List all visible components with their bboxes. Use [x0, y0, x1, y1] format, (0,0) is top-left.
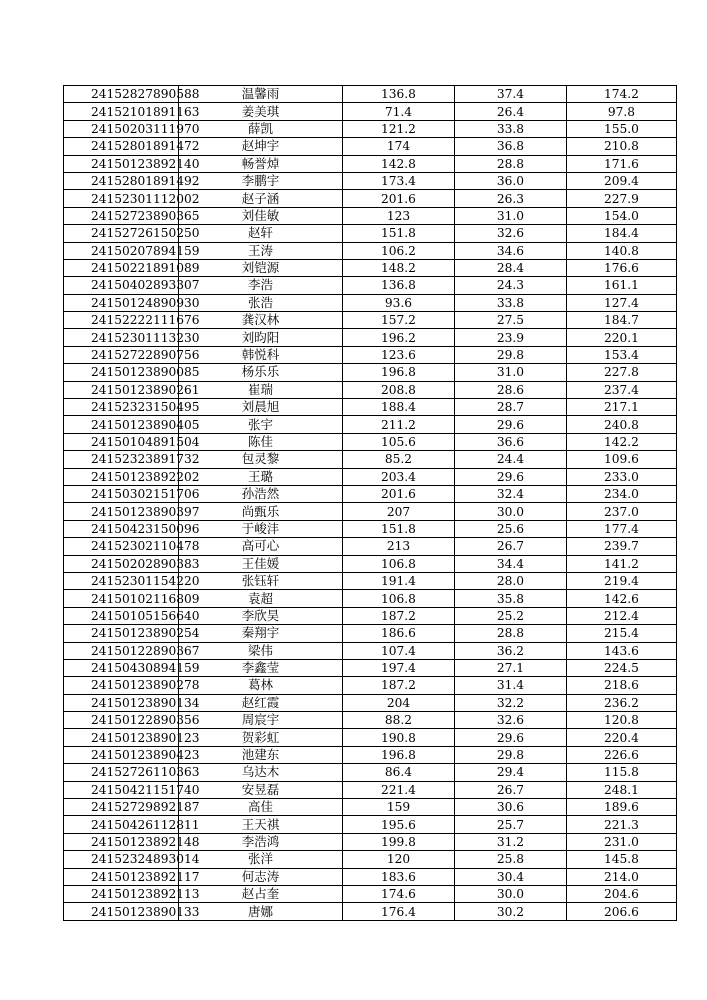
score-a-cell: 106.8: [343, 555, 455, 572]
table-row: [64, 851, 677, 868]
score-b-cell: 25.8: [455, 851, 567, 868]
score-b-cell: 24.4: [455, 451, 567, 468]
score-b-cell: 29.6: [455, 729, 567, 746]
total-score-cell: 215.4: [567, 625, 677, 642]
score-b-cell: 28.8: [455, 155, 567, 172]
score-a-cell: 86.4: [343, 764, 455, 781]
name-cell: 刘晨旭: [179, 399, 343, 416]
score-b-cell: 27.1: [455, 659, 567, 676]
candidate-id-cell: 24150426112811: [64, 816, 179, 833]
total-score-cell: 237.0: [567, 503, 677, 520]
total-score-cell: 155.0: [567, 120, 677, 137]
score-a-cell: 151.8: [343, 225, 455, 242]
score-b-cell: 26.7: [455, 781, 567, 798]
score-b-cell: 31.2: [455, 833, 567, 850]
table-row: [64, 833, 677, 850]
score-a-cell: 174: [343, 138, 455, 155]
score-b-cell: 36.8: [455, 138, 567, 155]
candidate-id-cell: 24150105156640: [64, 607, 179, 624]
total-score-cell: 227.8: [567, 364, 677, 381]
score-a-cell: 148.2: [343, 259, 455, 276]
name-cell: 周宸宇: [179, 712, 343, 729]
candidate-id-cell: 24152801891472: [64, 138, 179, 155]
table-row: [64, 781, 677, 798]
candidate-id-cell: 24150302151706: [64, 485, 179, 502]
score-a-cell: 174.6: [343, 885, 455, 902]
candidate-id-cell: 24152827890588: [64, 86, 179, 103]
name-cell: 王璐: [179, 468, 343, 485]
table-row: [64, 294, 677, 311]
score-a-cell: 121.2: [343, 120, 455, 137]
total-score-cell: 233.0: [567, 468, 677, 485]
score-table: [63, 85, 677, 921]
score-a-cell: 136.8: [343, 277, 455, 294]
total-score-cell: 220.1: [567, 329, 677, 346]
table-row: [64, 625, 677, 642]
table-row: [64, 346, 677, 363]
total-score-cell: 221.3: [567, 816, 677, 833]
table-row: [64, 694, 677, 711]
score-b-cell: 33.8: [455, 294, 567, 311]
name-cell: 唐娜: [179, 903, 343, 920]
score-b-cell: 30.6: [455, 799, 567, 816]
table-row: [64, 138, 677, 155]
total-score-cell: 239.7: [567, 538, 677, 555]
total-score-cell: 234.0: [567, 485, 677, 502]
candidate-id-cell: 24150430894159: [64, 659, 179, 676]
score-a-cell: 201.6: [343, 190, 455, 207]
table-row: [64, 120, 677, 137]
score-b-cell: 31.0: [455, 364, 567, 381]
candidate-id-cell: 24150123892202: [64, 468, 179, 485]
score-b-cell: 26.7: [455, 538, 567, 555]
candidate-id-cell: 24150123890405: [64, 416, 179, 433]
total-score-cell: 214.0: [567, 868, 677, 885]
candidate-id-cell: 24152726150250: [64, 225, 179, 242]
score-a-cell: 157.2: [343, 312, 455, 329]
candidate-id-cell: 24150123890123: [64, 729, 179, 746]
name-cell: 龚汉林: [179, 312, 343, 329]
score-a-cell: 188.4: [343, 399, 455, 416]
table-row: [64, 399, 677, 416]
name-cell: 温馨雨: [179, 86, 343, 103]
name-cell: 赵子涵: [179, 190, 343, 207]
table-row: [64, 433, 677, 450]
table-row: [64, 416, 677, 433]
candidate-id-cell: 24150123890254: [64, 625, 179, 642]
name-cell: 袁超: [179, 590, 343, 607]
score-b-cell: 26.3: [455, 190, 567, 207]
name-cell: 杨乐乐: [179, 364, 343, 381]
table-row: [64, 659, 677, 676]
name-cell: 张钰轩: [179, 572, 343, 589]
name-cell: 秦翔宇: [179, 625, 343, 642]
table-row: [64, 712, 677, 729]
total-score-cell: 184.7: [567, 312, 677, 329]
score-b-cell: 32.2: [455, 694, 567, 711]
candidate-id-cell: 24150104891504: [64, 433, 179, 450]
name-cell: 陈佳: [179, 433, 343, 450]
candidate-id-cell: 24150221891089: [64, 259, 179, 276]
table-row: [64, 277, 677, 294]
name-cell: 张洋: [179, 851, 343, 868]
score-a-cell: 199.8: [343, 833, 455, 850]
score-b-cell: 24.3: [455, 277, 567, 294]
name-cell: 包灵黎: [179, 451, 343, 468]
score-a-cell: 85.2: [343, 451, 455, 468]
total-score-cell: 227.9: [567, 190, 677, 207]
table-row: [64, 799, 677, 816]
score-table-body: [64, 86, 677, 921]
candidate-id-cell: 24150122890356: [64, 712, 179, 729]
name-cell: 贺彩虹: [179, 729, 343, 746]
name-cell: 何志涛: [179, 868, 343, 885]
total-score-cell: 142.6: [567, 590, 677, 607]
score-a-cell: 187.2: [343, 607, 455, 624]
table-row: [64, 538, 677, 555]
candidate-id-cell: 24150123890133: [64, 903, 179, 920]
score-b-cell: 28.6: [455, 381, 567, 398]
score-b-cell: 29.6: [455, 416, 567, 433]
total-score-cell: 109.6: [567, 451, 677, 468]
total-score-cell: 176.6: [567, 259, 677, 276]
name-cell: 王佳媛: [179, 555, 343, 572]
table-row: [64, 885, 677, 902]
table-row: [64, 485, 677, 502]
table-row: [64, 572, 677, 589]
candidate-id-cell: 24150123890134: [64, 694, 179, 711]
score-b-cell: 31.0: [455, 207, 567, 224]
score-a-cell: 190.8: [343, 729, 455, 746]
name-cell: 孙浩然: [179, 485, 343, 502]
score-b-cell: 30.0: [455, 503, 567, 520]
name-cell: 刘昀阳: [179, 329, 343, 346]
candidate-id-cell: 24152722890756: [64, 346, 179, 363]
total-score-cell: 141.2: [567, 555, 677, 572]
table-row: [64, 642, 677, 659]
total-score-cell: 219.4: [567, 572, 677, 589]
score-b-cell: 25.6: [455, 520, 567, 537]
score-a-cell: 88.2: [343, 712, 455, 729]
table-row: [64, 225, 677, 242]
table-row: [64, 520, 677, 537]
candidate-id-cell: 24150122890367: [64, 642, 179, 659]
score-a-cell: 176.4: [343, 903, 455, 920]
total-score-cell: 237.4: [567, 381, 677, 398]
candidate-id-cell: 24150123890397: [64, 503, 179, 520]
total-score-cell: 171.6: [567, 155, 677, 172]
score-a-cell: 204: [343, 694, 455, 711]
score-b-cell: 29.4: [455, 764, 567, 781]
candidate-id-cell: 24150123892140: [64, 155, 179, 172]
candidate-id-cell: 24150102116809: [64, 590, 179, 607]
name-cell: 乌达木: [179, 764, 343, 781]
score-a-cell: 203.4: [343, 468, 455, 485]
score-a-cell: 186.6: [343, 625, 455, 642]
table-row: [64, 607, 677, 624]
score-b-cell: 32.6: [455, 712, 567, 729]
total-score-cell: 127.4: [567, 294, 677, 311]
total-score-cell: 204.6: [567, 885, 677, 902]
name-cell: 李鹏宇: [179, 172, 343, 189]
name-cell: 池建东: [179, 746, 343, 763]
total-score-cell: 120.8: [567, 712, 677, 729]
total-score-cell: 189.6: [567, 799, 677, 816]
table-row: [64, 86, 677, 103]
score-a-cell: 173.4: [343, 172, 455, 189]
name-cell: 李欣昊: [179, 607, 343, 624]
score-b-cell: 30.4: [455, 868, 567, 885]
candidate-id-cell: 24150123890085: [64, 364, 179, 381]
name-cell: 刘铠源: [179, 259, 343, 276]
score-a-cell: 159: [343, 799, 455, 816]
candidate-id-cell: 24150123890278: [64, 677, 179, 694]
total-score-cell: 143.6: [567, 642, 677, 659]
score-a-cell: 191.4: [343, 572, 455, 589]
table-row: [64, 590, 677, 607]
candidate-id-cell: 24152302110478: [64, 538, 179, 555]
candidate-id-cell: 24152323891732: [64, 451, 179, 468]
total-score-cell: 226.6: [567, 746, 677, 763]
score-a-cell: 183.6: [343, 868, 455, 885]
candidate-id-cell: 24152324893014: [64, 851, 179, 868]
table-row: [64, 103, 677, 120]
score-b-cell: 30.2: [455, 903, 567, 920]
score-a-cell: 197.4: [343, 659, 455, 676]
candidate-id-cell: 24152723890365: [64, 207, 179, 224]
candidate-id-cell: 24150123890261: [64, 381, 179, 398]
score-a-cell: 195.6: [343, 816, 455, 833]
name-cell: 李浩鸿: [179, 833, 343, 850]
score-a-cell: 106.2: [343, 242, 455, 259]
name-cell: 崔瑞: [179, 381, 343, 398]
name-cell: 刘佳敏: [179, 207, 343, 224]
name-cell: 梁伟: [179, 642, 343, 659]
score-b-cell: 32.4: [455, 485, 567, 502]
score-a-cell: 105.6: [343, 433, 455, 450]
name-cell: 高佳: [179, 799, 343, 816]
total-score-cell: 206.6: [567, 903, 677, 920]
score-b-cell: 29.8: [455, 746, 567, 763]
table-row: [64, 312, 677, 329]
candidate-id-cell: 24152301112002: [64, 190, 179, 207]
candidate-id-cell: 24150123892113: [64, 885, 179, 902]
score-b-cell: 31.4: [455, 677, 567, 694]
name-cell: 姜美琪: [179, 103, 343, 120]
candidate-id-cell: 24152101891163: [64, 103, 179, 120]
score-a-cell: 123: [343, 207, 455, 224]
total-score-cell: 236.2: [567, 694, 677, 711]
name-cell: 赵坤宇: [179, 138, 343, 155]
score-b-cell: 25.7: [455, 816, 567, 833]
score-b-cell: 26.4: [455, 103, 567, 120]
score-b-cell: 34.6: [455, 242, 567, 259]
candidate-id-cell: 24152222111676: [64, 312, 179, 329]
total-score-cell: 115.8: [567, 764, 677, 781]
total-score-cell: 217.1: [567, 399, 677, 416]
name-cell: 葛林: [179, 677, 343, 694]
score-a-cell: 120: [343, 851, 455, 868]
candidate-id-cell: 24152726110363: [64, 764, 179, 781]
score-b-cell: 33.8: [455, 120, 567, 137]
name-cell: 畅誉焯: [179, 155, 343, 172]
table-row: [64, 868, 677, 885]
total-score-cell: 161.1: [567, 277, 677, 294]
total-score-cell: 212.4: [567, 607, 677, 624]
table-row: [64, 451, 677, 468]
score-a-cell: 196.8: [343, 364, 455, 381]
score-b-cell: 27.5: [455, 312, 567, 329]
score-b-cell: 36.2: [455, 642, 567, 659]
name-cell: 韩悦科: [179, 346, 343, 363]
total-score-cell: 145.8: [567, 851, 677, 868]
table-row: [64, 555, 677, 572]
total-score-cell: 142.2: [567, 433, 677, 450]
score-a-cell: 211.2: [343, 416, 455, 433]
candidate-id-cell: 24150123890423: [64, 746, 179, 763]
total-score-cell: 220.4: [567, 729, 677, 746]
score-b-cell: 36.6: [455, 433, 567, 450]
score-a-cell: 221.4: [343, 781, 455, 798]
score-b-cell: 29.8: [455, 346, 567, 363]
score-a-cell: 201.6: [343, 485, 455, 502]
name-cell: 赵轩: [179, 225, 343, 242]
score-a-cell: 208.8: [343, 381, 455, 398]
score-b-cell: 37.4: [455, 86, 567, 103]
total-score-cell: 97.8: [567, 103, 677, 120]
candidate-id-cell: 24152323150495: [64, 399, 179, 416]
table-row: [64, 329, 677, 346]
score-b-cell: 35.8: [455, 590, 567, 607]
score-b-cell: 29.6: [455, 468, 567, 485]
name-cell: 赵红霞: [179, 694, 343, 711]
candidate-id-cell: 24152301113230: [64, 329, 179, 346]
table-row: [64, 190, 677, 207]
score-a-cell: 106.8: [343, 590, 455, 607]
total-score-cell: 154.0: [567, 207, 677, 224]
table-row: [64, 764, 677, 781]
table-row: [64, 242, 677, 259]
score-a-cell: 151.8: [343, 520, 455, 537]
name-cell: 王涛: [179, 242, 343, 259]
score-a-cell: 123.6: [343, 346, 455, 363]
score-b-cell: 28.7: [455, 399, 567, 416]
candidate-id-cell: 24150124890930: [64, 294, 179, 311]
name-cell: 安昱磊: [179, 781, 343, 798]
total-score-cell: 184.4: [567, 225, 677, 242]
candidate-id-cell: 24150421151740: [64, 781, 179, 798]
candidate-id-cell: 24150123892117: [64, 868, 179, 885]
candidate-id-cell: 24152301154220: [64, 572, 179, 589]
score-b-cell: 28.8: [455, 625, 567, 642]
score-a-cell: 107.4: [343, 642, 455, 659]
table-row: [64, 259, 677, 276]
score-a-cell: 71.4: [343, 103, 455, 120]
score-a-cell: 187.2: [343, 677, 455, 694]
total-score-cell: 240.8: [567, 416, 677, 433]
name-cell: 高可心: [179, 538, 343, 555]
total-score-cell: 174.2: [567, 86, 677, 103]
score-b-cell: 36.0: [455, 172, 567, 189]
name-cell: 李鑫莹: [179, 659, 343, 676]
candidate-id-cell: 24152729892187: [64, 799, 179, 816]
table-row: [64, 816, 677, 833]
table-row: [64, 677, 677, 694]
name-cell: 王天祺: [179, 816, 343, 833]
score-b-cell: 25.2: [455, 607, 567, 624]
table-row: [64, 155, 677, 172]
table-row: [64, 207, 677, 224]
total-score-cell: 231.0: [567, 833, 677, 850]
table-row: [64, 381, 677, 398]
score-a-cell: 136.8: [343, 86, 455, 103]
name-cell: 赵占奎: [179, 885, 343, 902]
candidate-id-cell: 24152801891492: [64, 172, 179, 189]
score-b-cell: 30.0: [455, 885, 567, 902]
name-cell: 张浩: [179, 294, 343, 311]
table-row: [64, 746, 677, 763]
name-cell: 李浩: [179, 277, 343, 294]
score-b-cell: 28.0: [455, 572, 567, 589]
candidate-id-cell: 24150207894159: [64, 242, 179, 259]
score-a-cell: 213: [343, 538, 455, 555]
score-b-cell: 23.9: [455, 329, 567, 346]
candidate-id-cell: 24150402893307: [64, 277, 179, 294]
candidate-id-cell: 24150123892148: [64, 833, 179, 850]
score-a-cell: 93.6: [343, 294, 455, 311]
table-row: [64, 364, 677, 381]
name-cell: 尚甄乐: [179, 503, 343, 520]
total-score-cell: 224.5: [567, 659, 677, 676]
total-score-cell: 140.8: [567, 242, 677, 259]
candidate-id-cell: 24150202890383: [64, 555, 179, 572]
score-b-cell: 34.4: [455, 555, 567, 572]
table-row: [64, 172, 677, 189]
total-score-cell: 248.1: [567, 781, 677, 798]
name-cell: 薛凯: [179, 120, 343, 137]
score-b-cell: 28.4: [455, 259, 567, 276]
total-score-cell: 218.6: [567, 677, 677, 694]
name-cell: 张宇: [179, 416, 343, 433]
score-a-cell: 207: [343, 503, 455, 520]
name-cell: 于峻沣: [179, 520, 343, 537]
total-score-cell: 209.4: [567, 172, 677, 189]
score-a-cell: 196.8: [343, 746, 455, 763]
score-a-cell: 142.8: [343, 155, 455, 172]
total-score-cell: 177.4: [567, 520, 677, 537]
table-row: [64, 903, 677, 920]
table-row: [64, 729, 677, 746]
total-score-cell: 153.4: [567, 346, 677, 363]
table-row: [64, 468, 677, 485]
score-b-cell: 32.6: [455, 225, 567, 242]
score-a-cell: 196.2: [343, 329, 455, 346]
candidate-id-cell: 24150203111970: [64, 120, 179, 137]
table-row: [64, 503, 677, 520]
total-score-cell: 210.8: [567, 138, 677, 155]
candidate-id-cell: 24150423150096: [64, 520, 179, 537]
